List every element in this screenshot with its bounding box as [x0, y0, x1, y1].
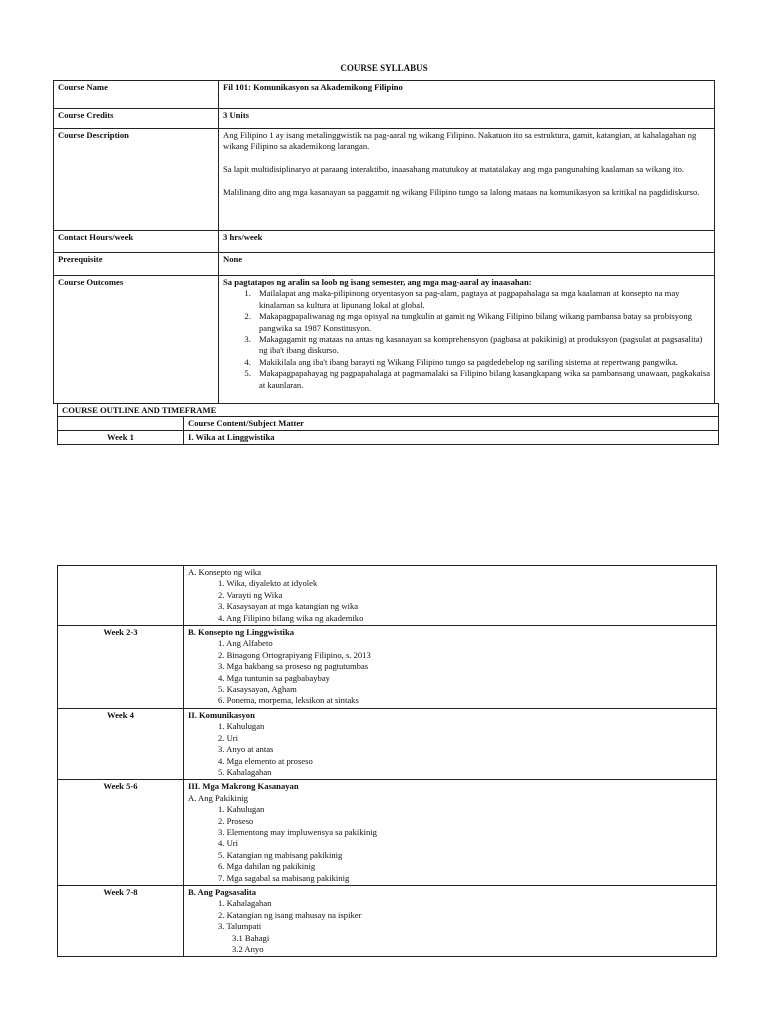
table-row — [58, 626, 717, 709]
table-row — [54, 109, 715, 129]
row-label: Contact Hours/week — [54, 231, 219, 253]
contact-hours: 3 hrs/week — [219, 231, 715, 253]
table-row — [54, 129, 715, 231]
course-outline-table — [57, 403, 719, 445]
week-label — [58, 566, 184, 626]
list-item: 3. Elementong may impluwensya sa pakikinig — [218, 826, 377, 837]
outcomes-list — [223, 288, 710, 391]
week-label: Week 1 — [58, 431, 184, 445]
list-item: 4. Mga elemento at proseso — [218, 755, 313, 766]
table-row — [54, 253, 715, 276]
list-item: 5. Katangian ng mabisang pakikinig — [218, 849, 343, 860]
course-credits: 3 Units — [219, 109, 715, 129]
list-item: 7. Mga sagabal sa mabisang pakikinig — [218, 872, 350, 883]
course-info-table — [53, 80, 715, 404]
course-outline-continued-table — [57, 565, 717, 957]
week-content — [184, 780, 717, 886]
table-row — [58, 885, 717, 956]
table-row — [58, 431, 719, 445]
document-title: COURSE SYLLABUS — [340, 63, 428, 73]
course-outcomes — [219, 276, 715, 404]
table-row — [54, 81, 715, 109]
description-paragraph: Malilinang dito ang mga kasanayan sa paggamit ng wikang Filipino tungo sa lalong mataas na komunikasyon sa kritikal na pagdidiskurso. — [223, 187, 700, 197]
week-content — [184, 566, 717, 626]
list-item: 6. Mga dahilan ng pakikinig — [218, 861, 316, 872]
outline-heading: COURSE OUTLINE AND TIMEFRAME — [58, 404, 719, 417]
list-item: 2. Binagong Ortograpiyang Filipino, s. 2013 — [218, 649, 371, 660]
prerequisite: None — [219, 253, 715, 276]
subtopic-heading: A. Konsepto ng wika — [188, 567, 262, 577]
description-paragraph: Ang Filipino 1 ay isang metalinggwistik na pag-aaral ng wikang Filipino. Nakatuon ito sa estruktura, gamit, katangian, at kahalagahan ng wikang Filipino sa akademikong larangan. — [223, 130, 697, 152]
row-label: Course Credits — [54, 109, 219, 129]
list-item: 3. Mga hakbang sa proseso ng pagtutumbas — [218, 661, 369, 672]
description-paragraph: Sa lapit multidisiplinaryo at paraang interaktibo, inaasahang matutukoy at matatalakay ang mga pangunahing kaalaman sa wikang ito. — [223, 164, 685, 175]
list-item: 1. Kahulugan — [218, 804, 265, 815]
content-header: Course Content/Subject Matter — [184, 417, 719, 431]
row-label: Course Outcomes — [54, 276, 219, 404]
list-item: 2. Proseso — [218, 815, 254, 826]
row-label: Prerequisite — [54, 253, 219, 276]
week-content — [184, 885, 717, 956]
week-label: Week 2-3 — [58, 626, 184, 709]
list-item: 3. Anyo at antas — [218, 744, 274, 755]
row-label: Course Description — [54, 129, 219, 231]
list-item: 4. Mga tuntunin sa pagbabaybay — [218, 672, 330, 683]
list-item: 2. Katangian ng isang mahusay na ispiker — [218, 909, 362, 920]
row-label: Course Name — [54, 81, 219, 109]
table-row — [54, 231, 715, 253]
list-item: 1. Kahulugan — [218, 721, 265, 732]
list-item: 2. Uri — [218, 732, 239, 743]
table-row — [54, 276, 715, 404]
list-item: 2. Varayti ng Wika — [218, 589, 283, 600]
list-item: 1. Kahalagahan — [218, 898, 272, 909]
list-item: 3. Talumpati — [218, 921, 262, 932]
outcome-item: 5. Makapagpapahayag ng pagpapahalaga at pagmamalaki sa Filipino bilang kasangkapang wika sa pambansang unawaan, pagkakaisa at kaunlaran. — [253, 368, 710, 391]
list-item: 3. Kasaysayan at mga katangian ng wika — [218, 601, 359, 612]
outcomes-intro: Sa pagtatapos ng aralin sa loob ng isang semester, ang mga mag-aaral ay inaasahan: — [223, 277, 532, 287]
table-row — [58, 417, 719, 431]
topic-heading: B. Konsepto ng Linggwistika — [188, 627, 295, 638]
outcome-item: 4. Makikilala ang iba't ibang barayti ng Wikang Filipino tungo sa pagdedebelop ng sariling sistema at repertwang pangwika. — [253, 357, 710, 368]
list-item: 6. Ponema, morpema, leksikon at sintaks — [218, 695, 359, 706]
topic-heading: I. Wika at Linggwistika — [184, 431, 719, 445]
outcome-item: 2. Makapagpapaliwanag ng mga opisyal na tungkulin at gamit ng Wikang Filipino bilang wikang pambansa batay sa probisyong pangwika sa 1987 Konstitusyon. — [253, 311, 710, 334]
list-item: 4. Uri — [218, 838, 239, 849]
course-description — [219, 129, 715, 231]
sub-list-item: 3.2 Anyo — [232, 944, 264, 954]
week-label: Week 7-8 — [58, 885, 184, 956]
week-content — [184, 626, 717, 709]
subtopic-heading: A. Ang Pakikinig — [188, 792, 248, 803]
table-row — [58, 566, 717, 626]
table-row — [58, 404, 719, 417]
list-item: 4. Ang Filipino bilang wika ng akademiko — [218, 612, 364, 623]
list-item: 1. Ang Alfabeto — [218, 638, 273, 649]
topic-heading: III. Mga Makrong Kasanayan — [188, 781, 299, 792]
outcome-item: 3. Makagagamit ng mataas na antas ng kasanayan sa komprehensyon (pagbasa at pakikinig) at produksyon (pagsulat at pagsasalita) ng iba't ibang diskurso. — [253, 334, 710, 357]
outcome-item: 1. Mailalapat ang maka-pilipinong oryentasyon sa pag-alam, pagtaya at pagpapahalaga sa mga kaalaman at konsepto na may kinalaman sa kultura at lipunang lokal at global. — [253, 288, 710, 311]
course-name: Fil 101: Komunikasyon sa Akademikong Filipino — [219, 81, 715, 109]
topic-heading: II. Komunikasyon — [188, 709, 255, 720]
topic-heading: B. Ang Pagsasalita — [188, 886, 257, 897]
week-content — [184, 708, 717, 779]
list-item: 1. Wika, diyalekto at idyolek — [218, 578, 318, 589]
table-row — [58, 708, 717, 779]
week-label: Week 4 — [58, 708, 184, 779]
sub-list-item: 3.1 Bahagi — [232, 932, 270, 943]
week-header — [58, 417, 184, 431]
list-item: 5. Kahalagahan — [218, 766, 272, 777]
table-row — [58, 780, 717, 886]
list-item: 5. Kasaysayan, Agham — [218, 684, 297, 695]
week-label: Week 5-6 — [58, 780, 184, 886]
